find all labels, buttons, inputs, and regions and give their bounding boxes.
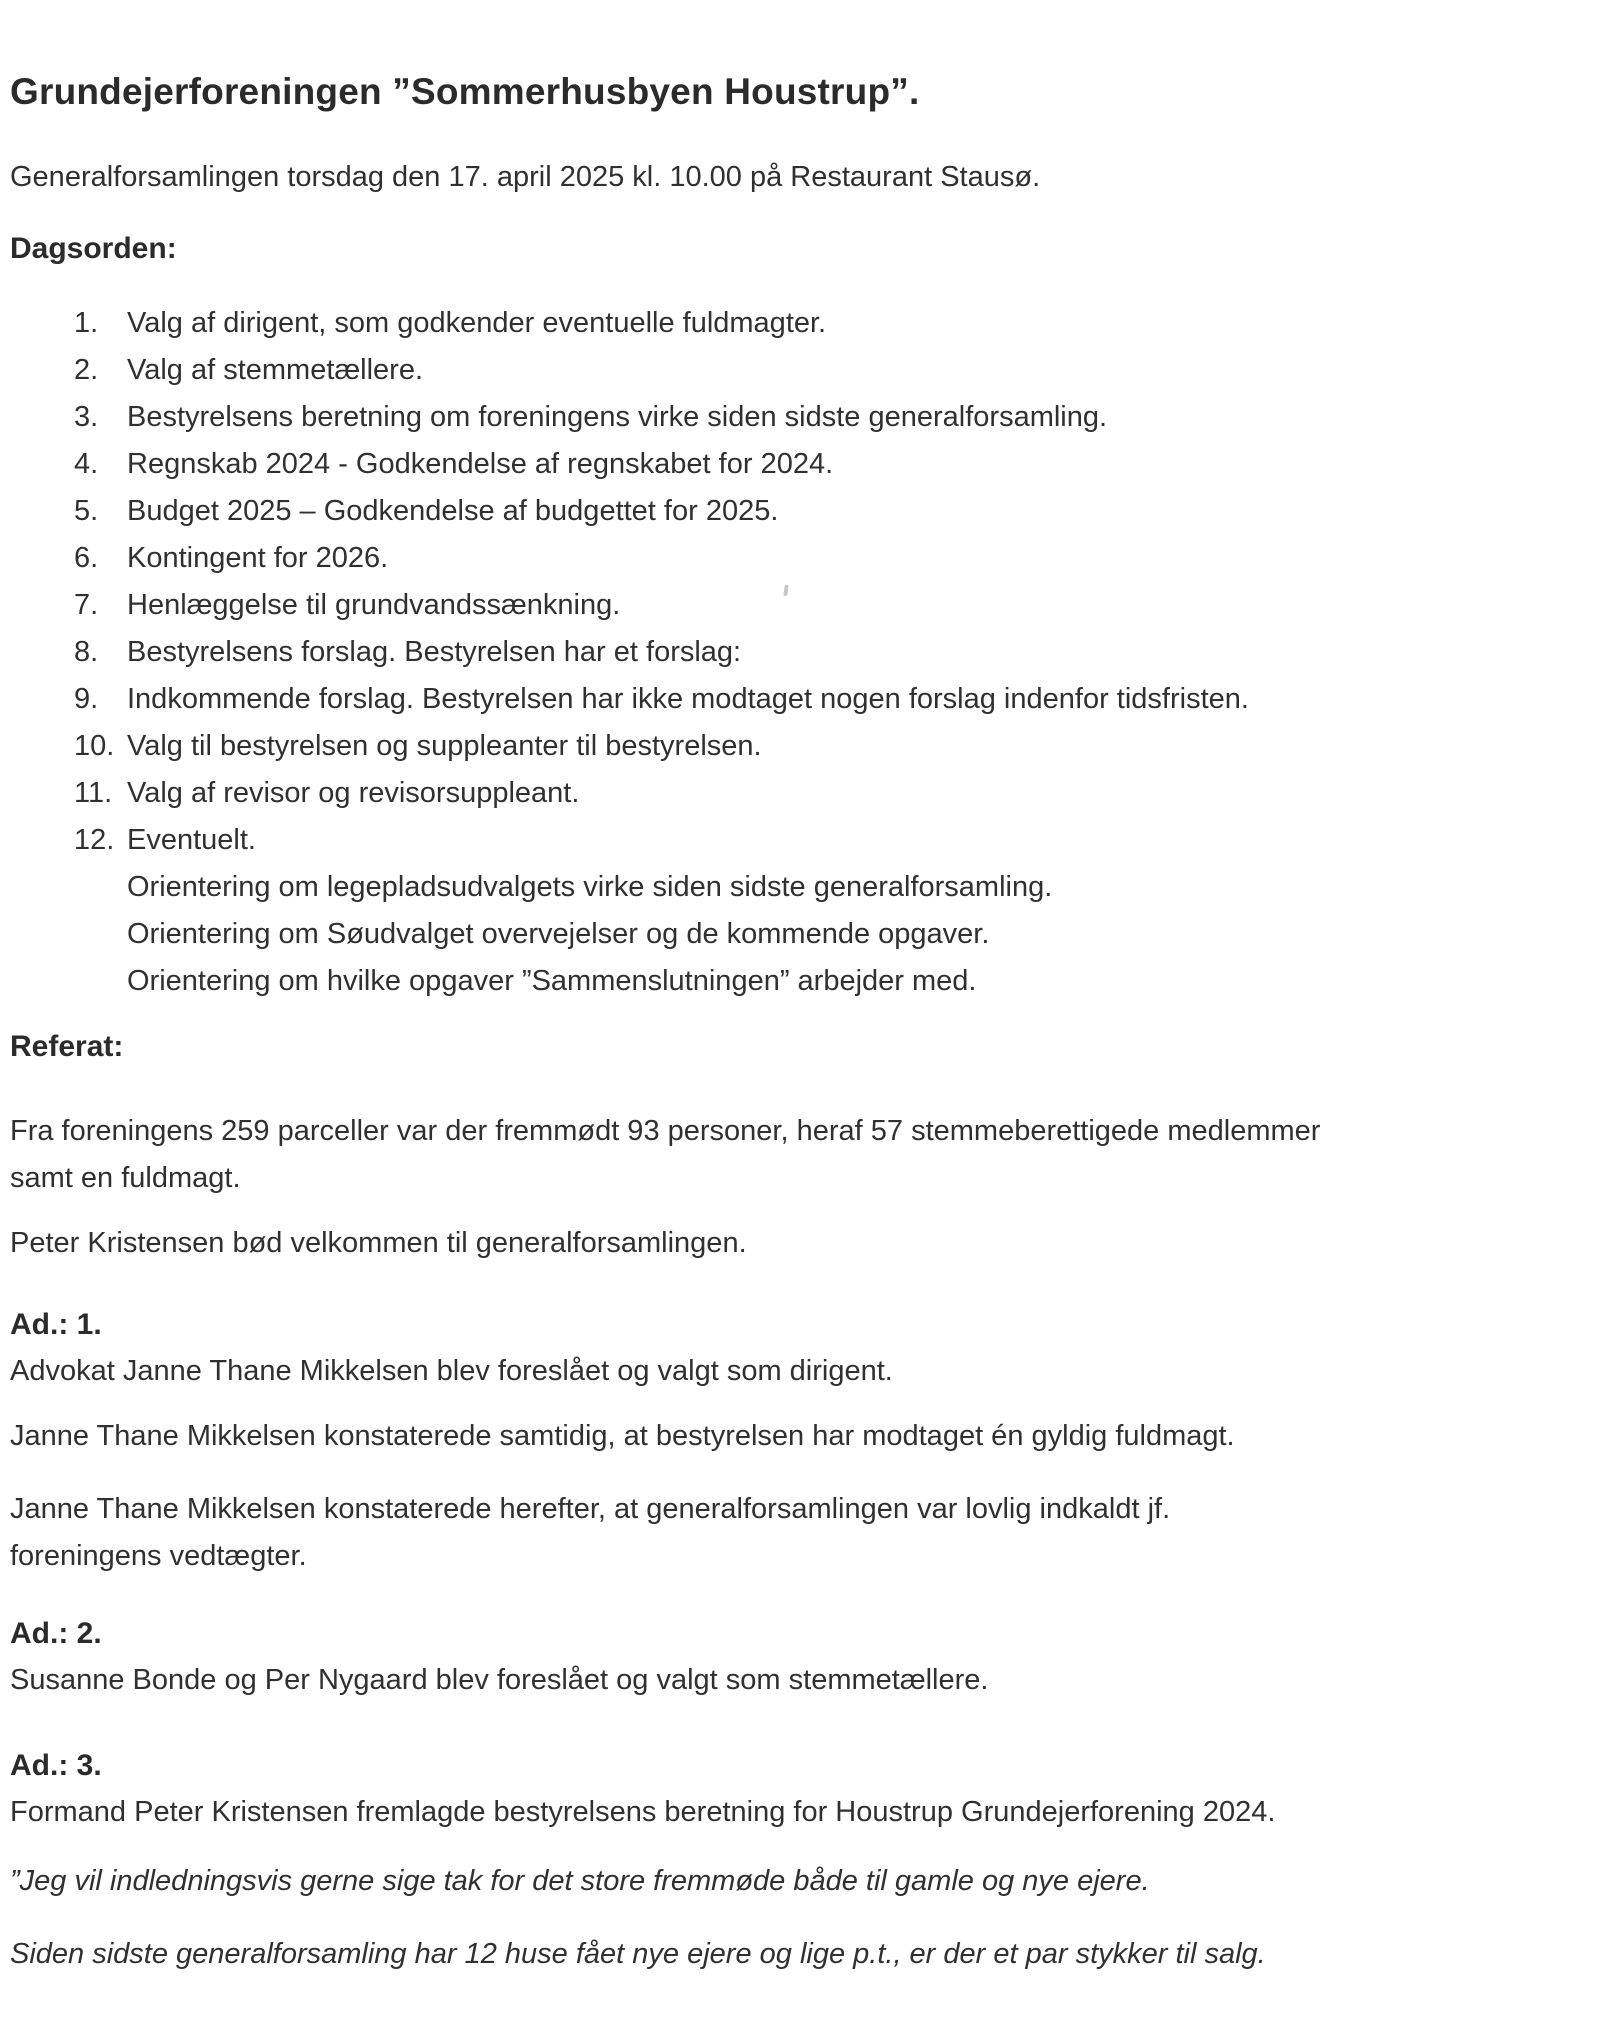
agenda-item — [10, 817, 1572, 864]
ad1-paragraph-3-line: foreningens vedtægter. — [10, 1540, 307, 1572]
item-text: Indkommende forslag. Bestyrelsen har ikke modtaget nogen forslag indenfor tidsfristen. — [127, 683, 1249, 715]
agenda-sub-item: Orientering om legepladsudvalgets virke siden sidste generalforsamling. — [127, 871, 1053, 903]
item-text: Bestyrelsens beretning om foreningens virke siden sidste generalforsamling. — [127, 401, 1108, 433]
agenda-item — [10, 488, 1572, 535]
document-title: Grundejerforeningen ”Sommerhusbyen Houstrup”. — [10, 71, 920, 112]
item-number: 8. — [74, 636, 99, 668]
item-text: Regnskab 2024 - Godkendelse af regnskabet for 2024. — [127, 448, 834, 480]
item-text: Kontingent for 2026. — [127, 542, 389, 574]
ad3-paragraph-1: Formand Peter Kristensen fremlagde bestyrelsens beretning for Houstrup Grundejerforening 2024. — [10, 1796, 1276, 1828]
attendance-line: samt en fuldmagt. — [10, 1162, 241, 1194]
minutes-heading: Referat: — [10, 1030, 124, 1063]
meeting-subtitle: Generalforsamlingen torsdag den 17. april 2025 kl. 10.00 på Restaurant Stausø. — [10, 161, 1041, 193]
attendance-line: Fra foreningens 259 parceller var der fremmødt 93 personer, heraf 57 stemmeberettigede medlemmer — [10, 1115, 1321, 1147]
ad1-heading: Ad.: 1. — [10, 1308, 102, 1341]
agenda-item — [10, 582, 1572, 629]
item-number: 12. — [74, 824, 115, 856]
agenda-item — [10, 723, 1572, 770]
agenda-item — [10, 441, 1572, 488]
item-text: Bestyrelsens forslag. Bestyrelsen har et forslag: — [127, 636, 742, 668]
item-number: 6. — [74, 542, 99, 574]
agenda-item — [10, 676, 1572, 723]
chairman-quote-1: ”Jeg vil indledningsvis gerne sige tak for det store fremmøde både til gamle og nye ejere. — [10, 1865, 1150, 1897]
agenda-item — [10, 535, 1572, 582]
item-number: 10. — [74, 730, 115, 762]
agenda-heading: Dagsorden: — [10, 232, 177, 265]
agenda-item — [10, 347, 1572, 394]
agenda-item — [10, 770, 1572, 817]
ad1-paragraph-3 — [10, 1486, 1572, 1580]
attendance-paragraph — [10, 1108, 1572, 1202]
item-text: Valg af stemmetællere. — [127, 354, 424, 386]
ad2-heading: Ad.: 2. — [10, 1617, 102, 1650]
ad1-paragraph-2: Janne Thane Mikkelsen konstaterede samtidig, at bestyrelsen har modtaget én gyldig fuldmagt. — [10, 1420, 1235, 1452]
ad3-heading: Ad.: 3. — [10, 1749, 102, 1782]
chairman-quote-2: Siden sidste generalforsamling har 12 huse fået nye ejere og lige p.t., er der et par stykker til salg. — [10, 1938, 1266, 1970]
item-text: Budget 2025 – Godkendelse af budgettet for 2025. — [127, 495, 779, 527]
ad2-paragraph-1: Susanne Bonde og Per Nygaard blev foreslået og valgt som stemmetællere. — [10, 1664, 989, 1696]
item-number: 9. — [74, 683, 99, 715]
agenda-list — [10, 300, 1572, 1005]
item-text: Eventuelt. — [127, 824, 256, 856]
item-number: 4. — [74, 448, 99, 480]
item-text: Valg af revisor og revisorsuppleant. — [127, 777, 580, 809]
ad1-paragraph-1: Advokat Janne Thane Mikkelsen blev foreslået og valgt som dirigent. — [10, 1355, 893, 1387]
item-number: 5. — [74, 495, 99, 527]
item-number: 11. — [74, 777, 113, 809]
item-text: Valg af dirigent, som godkender eventuelle fuldmagter. — [127, 307, 827, 339]
item-text: Henlæggelse til grundvandssænkning. — [127, 589, 621, 621]
item-number: 3. — [74, 401, 99, 433]
item-number: 2. — [74, 354, 99, 386]
ad1-paragraph-3-line: Janne Thane Mikkelsen konstaterede herefter, at generalforsamlingen var lovlig indkaldt jf. — [10, 1493, 1171, 1525]
item-number: 1. — [74, 307, 99, 339]
agenda-item — [10, 300, 1572, 347]
agenda-item — [10, 629, 1572, 676]
agenda-sub-item: Orientering om hvilke opgaver ”Sammenslutningen” arbejder med. — [127, 965, 977, 997]
agenda-item — [10, 394, 1572, 441]
welcome-paragraph: Peter Kristensen bød velkommen til generalforsamlingen. — [10, 1227, 747, 1259]
agenda-sub-item: Orientering om Søudvalget overvejelser og de kommende opgaver. — [127, 918, 990, 950]
item-text: Valg til bestyrelsen og suppleanter til bestyrelsen. — [127, 730, 762, 762]
item-number: 7. — [74, 589, 99, 621]
